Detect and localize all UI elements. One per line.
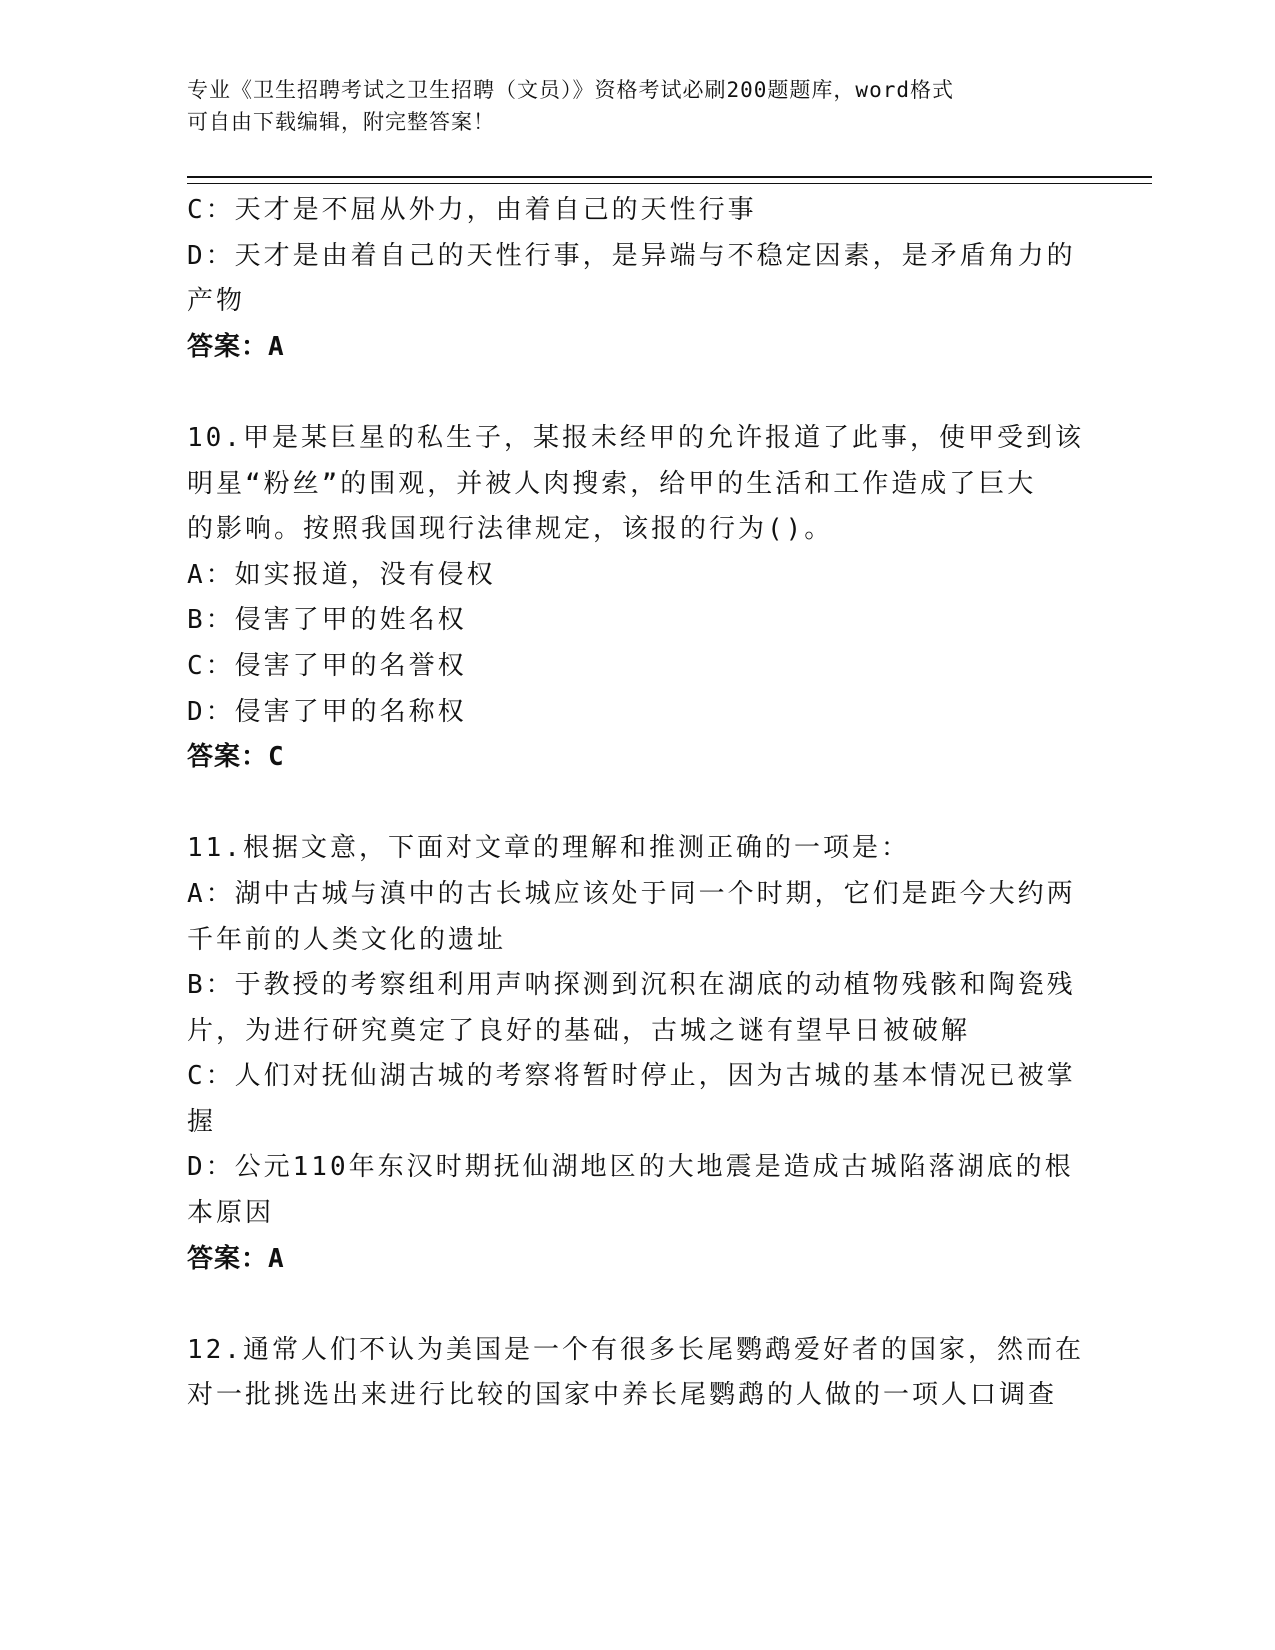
option-d: D：天才是由着自己的天性行事，是异端与不稳定因素，是矛盾角力的 [187,240,1076,271]
option-d: D：公元110年东汉时期抚仙湖地区的大地震是造成古城陷落湖底的根 [187,1152,1074,1183]
option-d-continued: 产物 [187,286,246,317]
question-stem-continued: 对一批挑选出来进行比较的国家中养长尾鹦鹉的人做的一项人口调查 [187,1380,1058,1411]
answer-line: 答案：A [187,1243,285,1274]
option-c: C：天才是不屈从外力，由着自己的天性行事 [187,195,757,225]
option-b: B：侵害了甲的姓名权 [187,605,467,636]
header-divider-thin [187,183,1152,184]
option-c: C：侵害了甲的名誉权 [187,650,467,681]
option-c-continued: 握 [187,1106,217,1137]
document-header [187,74,1087,138]
option-d: D：侵害了甲的名称权 [187,696,467,727]
option-a: A：湖中古城与滇中的古长城应该处于同一个时期，它们是距今大约两 [187,878,1076,909]
header-line-2: 可自由下载编辑，附完整答案！ [187,110,495,134]
option-a-continued: 千年前的人类文化的遗址 [187,924,507,955]
answer-line: 答案：C [187,742,285,773]
question-stem: 11.根据文意，下面对文章的理解和推测正确的一项是： [187,833,910,864]
question-stem: 10.甲是某巨星的私生子，某报未经甲的允许报道了此事，使甲受到该 [187,422,1084,453]
answer-line: 答案：A [187,331,285,362]
spacer [187,781,1077,827]
option-b: B：于教授的考察组利用声呐探测到沉积在湖底的动植物残骸和陶瓷残 [187,970,1076,1001]
document-body [187,188,1084,1419]
question-9 [187,188,1077,370]
question-stem-continued: 明星“粉丝”的围观，并被人肉搜索，给甲的生活和工作造成了巨大 [187,468,1037,499]
option-c: C：人们对抚仙湖古城的考察将暂时停止，因为古城的基本情况已被掌 [187,1061,1076,1092]
option-a: A：如实报道，没有侵权 [187,559,496,590]
question-stem: 12.通常人们不认为美国是一个有很多长尾鹦鹉爱好者的国家，然而在 [187,1334,1084,1365]
spacer [187,370,1077,416]
question-10 [187,416,1084,781]
option-d-continued: 本原因 [187,1198,275,1229]
header-divider-thick [187,176,1152,178]
header-line-1: 专业《卫生招聘考试之卫生招聘（文员）》资格考试必刷200题题库，word格式 [187,78,954,102]
question-stem-continued: 的影响。按照我国现行法律规定，该报的行为()。 [187,514,834,545]
question-12 [187,1328,1084,1419]
question-11 [187,826,1077,1282]
spacer [187,1282,1077,1328]
option-b-continued: 片，为进行研究奠定了良好的基础，古城之谜有望早日被破解 [187,1015,971,1046]
